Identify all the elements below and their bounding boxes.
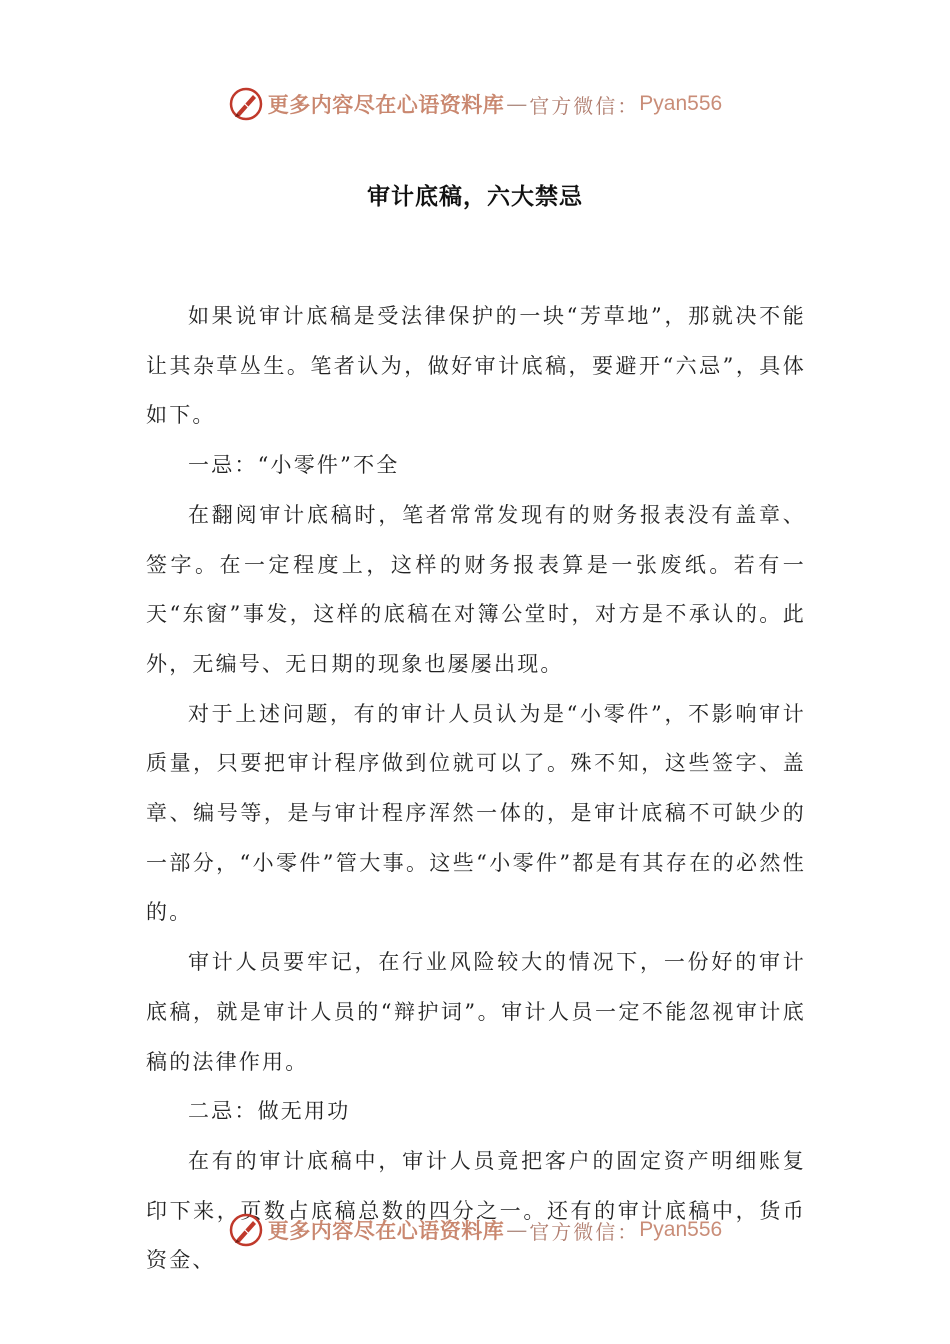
paragraph: 对于上述问题，有的审计人员认为是“小零件”，不影响审计质量，只要把审计程序做到位就可以了。殊不知，这些签字、盖章、编号等，是与审计程序浑然一体的，是审计底稿不可缺少的一部分，“小零件”管大事。这些“小零件”都是有其存在的必然性的。 [146, 701, 806, 925]
banner-sub-text: 官方微信： [529, 93, 640, 118]
footer-banner [0, 1208, 950, 1252]
banner-wechat-id: Pyan556 [639, 1218, 723, 1241]
pen-logo-icon [228, 86, 264, 122]
banner-sub-text: 官方微信： [529, 1219, 640, 1244]
pen-logo-icon [228, 1212, 264, 1248]
paragraph: 如果说审计底稿是受法律保护的一块“芳草地”，那就决不能让其杂草丛生。笔者认为，做好审计底稿，要避开“六忌”，具体如下。 [146, 304, 806, 428]
paragraph: 在翻阅审计底稿时，笔者常常发现有的财务报表没有盖章、签字。在一定程度上，这样的财务报表算是一张废纸。若有一天“东窗”事发，这样的底稿在对簿公堂时，对方是不承认的。此外，无编号、无日期的现象也屡屡出现。 [146, 502, 806, 676]
section-heading: 二忌：做无用功 [188, 1099, 351, 1124]
page-title: 审计底稿，六大禁忌 [367, 184, 583, 210]
article-body [146, 292, 806, 1286]
paragraph: 审计人员要牢记，在行业风险较大的情况下，一份好的审计底稿，就是审计人员的“辩护词”。审计人员一定不能忽视审计底稿的法律作用。 [146, 950, 806, 1074]
section-heading: 一忌：“小零件”不全 [188, 453, 400, 478]
banner-dash: — [506, 92, 528, 116]
header-banner [0, 82, 950, 126]
banner-main-text: 更多内容尽在心语资料库 [267, 1218, 505, 1243]
banner-dash: — [506, 1218, 528, 1242]
banner-wechat-id: Pyan556 [639, 92, 723, 115]
paragraph: 在有的审计底稿中，审计人员竟把客户的固定资产明细账复印下来，页数占底稿总数的四分之一。还有的审计底稿中，货币资金、 [146, 1148, 806, 1273]
banner-main-text: 更多内容尽在心语资料库 [267, 92, 505, 117]
